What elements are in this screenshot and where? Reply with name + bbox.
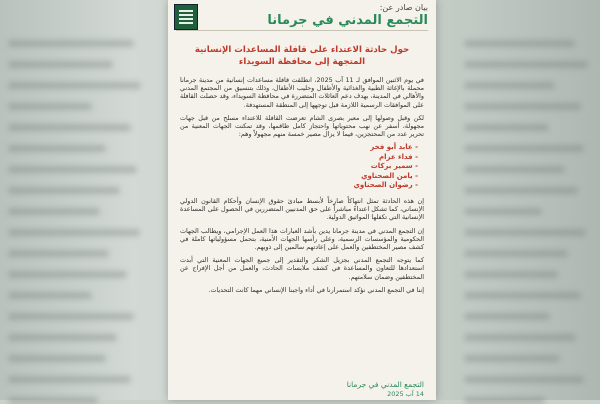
paragraph: إننا في التجمع المدني نؤكد استمرارنا في أداء واجبنا الإنساني مهما كانت التحديات. — [208, 285, 424, 294]
statement-label: بيان صادر عن: — [379, 3, 428, 12]
paragraph: إن هذه الحادثة تمثل انتهاكاً صارخاً لأبسط مبادئ حقوق الإنسان وأحكام القانون الدولي الإنساني، كما تشكل اعتداءً مباشراً على حق المدنيين المتضررين في الحصول على المساعدة الإنسانية التي تكفلها المواثيق الدولية. — [180, 196, 424, 222]
list-item: - عابد أبو فخر — [370, 143, 418, 152]
title-line-2: المتجهة إلى محافظة السويداء — [238, 57, 366, 67]
header-divider — [176, 30, 428, 31]
document-title — [182, 44, 422, 68]
document-footer — [224, 380, 424, 398]
paragraph: لكن وقبل وصولها إلى معبر بصرى الشام تعرضت القافلة للاعتداء مسلح من قبل جهات مجهولة، أسفر عن نهب محتوياتها واحتجاز كامل طاقمها، وقد تمكنت الجهات المعنية من تحرير عدد من المحتجزين، فيما لا يزال مصير خمسة منهم مجهولاً وهم: — [180, 113, 424, 139]
document-header — [198, 2, 428, 29]
blurred-right-text — [464, 40, 594, 380]
statement-document — [168, 0, 436, 400]
paragraph: في يوم الاثنين الموافق لـ 11 آب 2025، انطلقت قافلة مساعدات إنسانية من مدينة جرمانا محملة بالإغاثة الطبية والغذائية والأطفال وحليب الأطفال، وذلك بتنسيق من المجتمع المدني والأهالي في المدينة، بهدف دعم العائلات المتضررة في محافظة السويداء، وقد حصلت القافلة على الموافقات الرسمية اللازمة قبل توجهها إلى المنطقة المستهدفة. — [180, 76, 424, 109]
list-item: - سمير بركات — [370, 162, 418, 171]
paragraph: كما يتوجه التجمع المدني بجزيل الشكر والتقدير إلى جميع الجهات المعنية التي أبدت استعدادها للتعاون والمساعدة في كشف ملابسات الحادث، والعمل من أجل الإفراج عن المختطفين وضمان سلامتهم. — [180, 256, 424, 281]
footer-org-name: التجمع المدني في جرمانا — [346, 380, 424, 389]
title-line-1: حول حادثة الاعتداء على قافلة المساعدات الإنسانية — [194, 45, 410, 55]
list-item: - رضوان الصحناوي — [353, 181, 418, 190]
list-item: - فداء عزام — [378, 152, 418, 161]
org-logo — [174, 4, 198, 30]
document-body — [180, 76, 424, 299]
paragraph: إن التجمع المدني في مدينة جرمانا يدين بأشد العبارات هذا العمل الإجرامي، ويطالب الجهات الحكومية والمؤسسات الرسمية، وعلى رأسها الجهات الأمنية، بتحمل مسؤولياتها كاملة في كشف مصير المختطفين والعمل على إعادتهم سالمين إلى ذويهم. — [180, 226, 424, 251]
missing-names-list — [180, 143, 424, 191]
list-item: - يامن الصحناوي — [361, 171, 418, 180]
footer-date: 14 آب 2025 — [387, 390, 424, 398]
blurred-left-text — [8, 40, 148, 380]
org-name: التجمع المدني في جرمانا — [267, 13, 428, 28]
